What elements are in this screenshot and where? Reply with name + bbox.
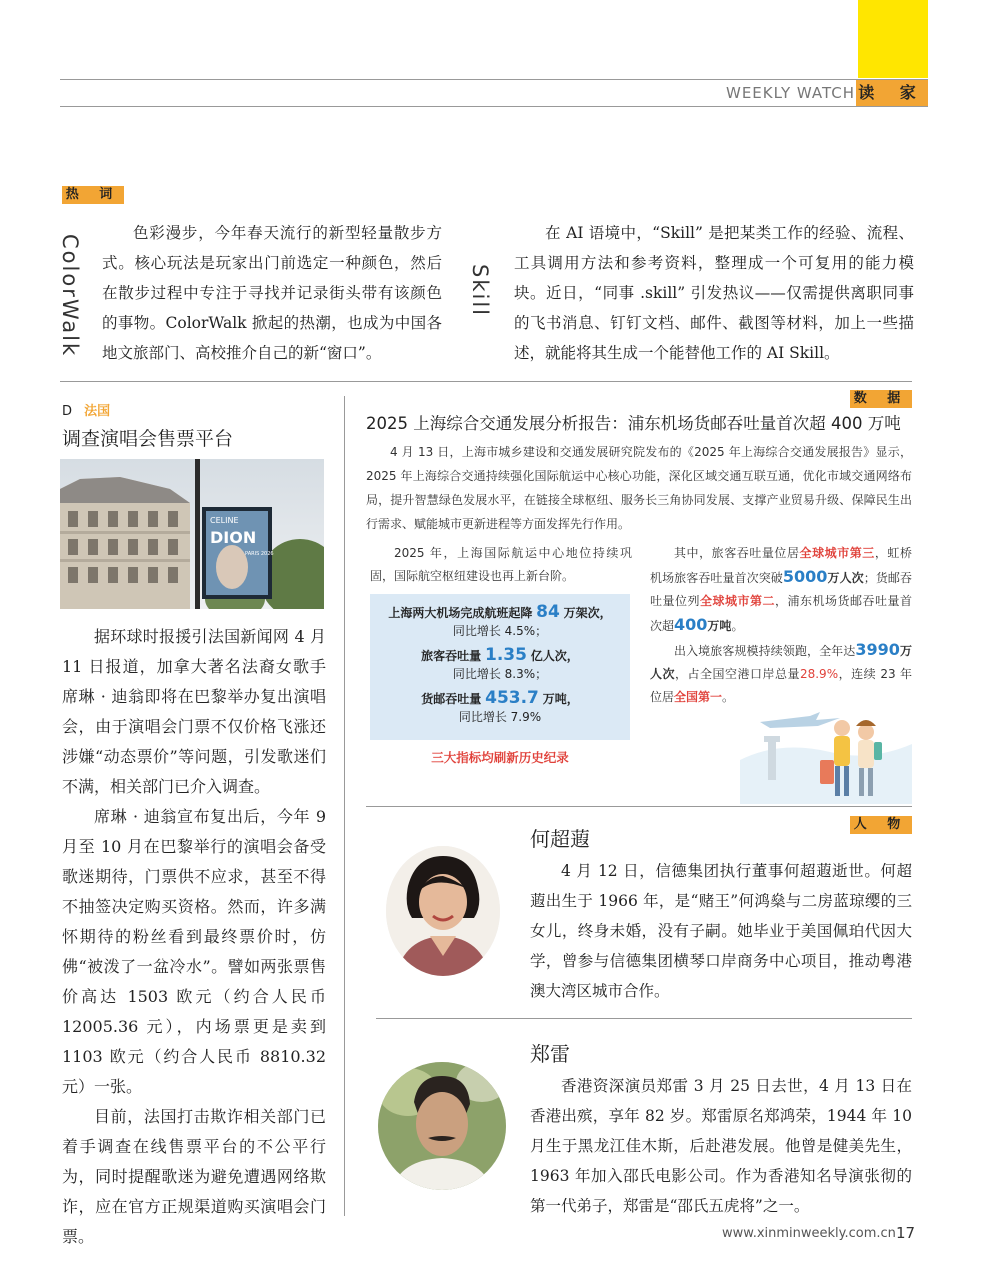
r-p1-e: 万人次 [827,571,864,585]
france-paragraph-2: 席琳 · 迪翁宣布复出后，今年 9 月至 10 月在巴黎举行的演唱会备受歌迷期待，门票供不应求，甚至不得不抽签决定购买资格。然而，许多满怀期待的粉丝看到最终票价时，仿佛“被泼了一盆冷水”。譬如两张票售价高达 1503 欧元（约合人民币 12005.36 元），内场票更是卖到 1103 欧元（约合人民币 8810.32 元）一张。 [62,807,326,1096]
person1-name: 何超蕸 [530,827,590,851]
data-right-text [650,542,912,709]
data-people-divider [366,806,912,807]
france-paragraph-3: 目前，法国打击欺诈相关部门已着手调查在线售票平台的不公平行为，同时提醒歌迷为避免遭遇网络欺诈，应在官方正规渠道购买演唱会门票。 [62,1107,326,1246]
r-p1-i: 400 [674,615,708,634]
r-p1-g: 全球城市第二 [700,594,775,608]
colorwalk-term: ColorWalk [58,234,82,358]
r-p2-d: ，占全国空港口岸总量 [675,667,800,681]
stat-cargo-unit: 万吨， [542,692,579,706]
r-p2-g: 全国第一 [674,690,723,704]
record-text: 三大指标均刷新历史纪录 [431,750,569,765]
celine-dion-photo [60,459,324,609]
france-label [62,400,110,419]
r-p2-a: 出入境旅客规模持续领跑，全年达 [674,644,856,658]
stat-flights [370,602,630,622]
r-p2-f: ，连续 23 年位居 [650,667,912,704]
r-p1-f: ；货邮吞吐量位列 [650,571,912,608]
r-p2-h: 。 [722,690,735,704]
r-p2-c: 万人次 [650,644,912,681]
stat-flights-label: 上海两大机场完成航班起降 [388,606,533,620]
hotwords-divider [60,381,912,382]
people-divider [376,1018,912,1019]
r-p1-d: 5000 [782,567,828,586]
r-p1-c: ，虹桥机场旅客吞吐量首次突破 [650,546,912,585]
data-right-p1 [650,542,912,638]
column-divider [344,396,345,1216]
stat-flights-growth: 同比增长 4.5%； [452,624,548,638]
header-rule-bottom [60,106,928,107]
france-country: 法国 [84,404,111,419]
stat-passengers-unit: 亿人次， [530,649,579,663]
france-letter: D [62,404,73,419]
stats-box [370,594,630,740]
hotwords-tag: 热 词 [62,186,124,204]
r-p1-k: 。 [731,619,744,633]
stat-passengers-value: 1.35 [485,645,527,665]
stat-cargo-label: 货邮吞吐量 [421,692,482,706]
data-title: 2025 上海综合交通发展分析报告：浦东机场货邮吞吐量首次超 400 万吨 [366,414,901,433]
header-rule-top [60,79,928,80]
header-yellow-tab [858,0,928,78]
r-p1-h: ，浦东机场货邮吞吐量首次超 [650,594,912,633]
stat-passengers [370,645,630,665]
travelers-illustration [740,700,912,804]
france-paragraph-1: 据环球时报援引法国新闻网 4 月 11 日报道，加拿大著名法裔女歌手席琳 · 迪翁即将在巴黎举办复出演唱会，由于演唱会门票不仅价格飞涨还涉嫌“动态票价”等问题，引发歌迷们不满，相关部门已介入调查。 [62,627,326,796]
stat-cargo-growth: 同比增长 7.9% [458,710,542,724]
france-body [62,622,326,1252]
stat-passengers-label: 旅客吞吐量 [421,649,482,663]
section-label: 读 家 [856,80,928,106]
france-title: 调查演唱会售票平台 [62,428,234,450]
weekly-watch-label: WEEKLY WATCH [726,84,856,102]
stat-cargo-value: 453.7 [485,688,539,708]
person2-name: 郑雷 [530,1042,570,1066]
r-p2-e: 28.9% [799,667,839,681]
r-p2-b: 3990 [855,640,900,659]
skill-text: 在 AI 语境中，“Skill” 是把某类工作的经验、流程、工具调用方法和参考资料，整理成一个可复用的能力模块。近日，“同事 .skill” 引发热议——仅需提供离职同事的飞书消息、钉钉文档、邮件、截图等材料，加上一些描述，就能将其生成一个能替他工作的 AI Skill。 [514,224,914,362]
skill-term: Skill [468,264,492,317]
data-tag: 数 据 [850,390,912,408]
people-tag: 人 物 [850,816,912,834]
person1-photo [386,846,500,976]
poster-text-celine: CELINE [210,516,239,525]
stat-passengers-growth: 同比增长 8.3%； [452,667,548,681]
page-number: 17 [896,1224,916,1242]
poster-text-paris: PARIS 2026 [245,551,274,557]
r-p1-a: 其中，旅客吞吐量位居 [674,546,800,560]
data-intro: 4 月 13 日，上海市城乡建设和交通发展研究院发布的《2025 年上海综合交通发展报告》显示，2025 年上海综合交通持续强化国际航运中心核心功能，深化区域交通互联互通，优化市域交通网络布局，提升智慧绿色发展水平，在链接全球枢纽、服务长三角协同发展、支撑产业贸易升级、保障民生出行需求、赋能城市更新进程等方面发挥先行作用。 [366,445,912,531]
person1-text: 4 月 12 日，信德集团执行董事何超蕸逝世。何超蕸出生于 1966 年，是“赌王”何鸿燊与二房蓝琼缨的三女儿，终身未婚，没有子嗣。她毕业于美国佩珀代因大学，曾参与信德集团横琴口岸商务中心项目，推动粤港澳大湾区城市合作。 [530,862,912,1000]
person2-photo [378,1062,506,1190]
stat-flights-unit: 万架次， [563,606,612,620]
data-right-p2 [650,638,912,709]
r-p1-b: 全球城市第三 [799,546,875,560]
footer-url: www.xinminweekly.com.cn [722,1226,896,1241]
stat-flights-value: 84 [536,602,560,622]
colorwalk-text: 色彩漫步，今年春天流行的新型轻量散步方式。核心玩法是玩家出门前选定一种颜色，然后在散步过程中专注于寻找并记录街头带有该颜色的事物。ColorWalk 掀起的热潮，也成为中国各地文旅部门、高校推介自己的新“窗口”。 [102,224,442,362]
poster-text-dion: DION [210,528,257,547]
person2-text: 香港资深演员郑雷 3 月 25 日去世，4 月 13 日在香港出殡，享年 82 岁。郑雷原名郑鸿荣，1944 年 10 月生于黑龙江佳木斯，后赴港发展。他曾是健美先生，1963 年加入邵氏电影公司。作为香港知名导演张彻的第一代弟子，郑雷是“邵氏五虎将”之一。 [530,1077,912,1215]
data-left-text: 2025 年，上海国际航运中心地位持续巩固，国际航空枢纽建设也再上新台阶。 [370,546,632,583]
stat-cargo [370,688,630,708]
r-p1-j: 万吨 [707,619,732,633]
